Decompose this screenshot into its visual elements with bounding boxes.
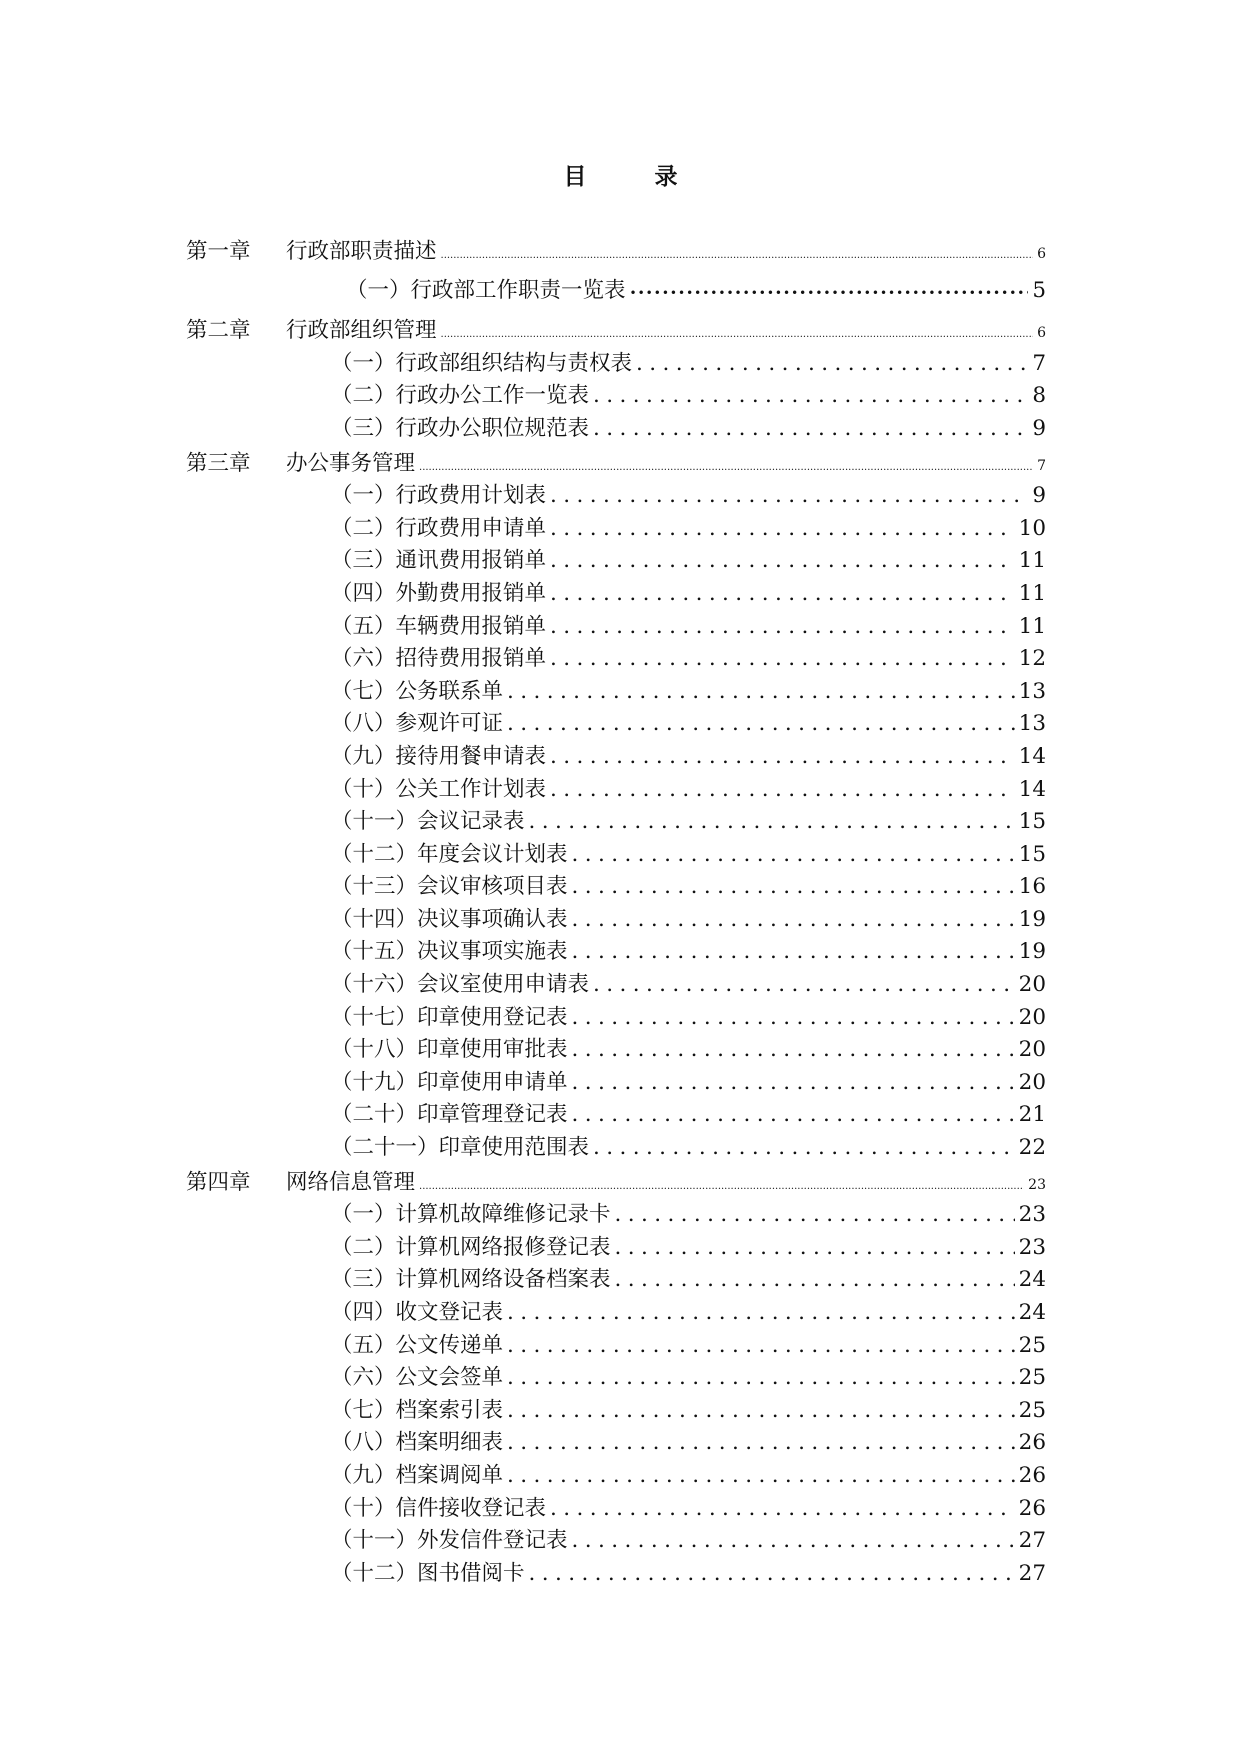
toc-section-entry[interactable] [186,1132,1046,1165]
toc-section-entry[interactable] [186,348,1046,381]
section-title: （十一）会议记录表 [331,809,525,835]
dot-leader [507,1297,1015,1330]
section-title: （七）档案索引表 [331,1397,504,1423]
section-page-number: 22 [1018,1135,1046,1161]
toc-chapter-entry[interactable] [186,1167,1046,1200]
toc-section-entry[interactable] [186,1199,1046,1232]
dot-leader [572,904,1015,937]
section-page-number: 14 [1018,776,1046,802]
section-page-number: 20 [1018,1069,1046,1095]
section-page-number: 25 [1018,1332,1046,1358]
dot-leader [636,348,1028,381]
dot-leader [550,513,1015,546]
dot-leader [507,676,1015,709]
dot-leader [529,806,1015,839]
section-page-number: 10 [1018,515,1046,541]
dot-leader [572,839,1015,872]
dot-leader [615,1199,1015,1232]
section-title: （十三）会议审核项目表 [331,874,568,900]
dot-leader [572,1067,1015,1100]
section-title: （一）行政部组织结构与责权表 [331,350,633,376]
section-title: （九）接待用餐申请表 [331,743,547,769]
section-title: （一）计算机故障维修记录卡 [331,1202,611,1228]
section-title: （十四）决议事项确认表 [331,906,568,932]
section-title: （二）行政费用申请单 [331,515,547,541]
dot-leader [593,969,1015,1002]
section-page-number: 19 [1018,939,1046,965]
section-page-number: 15 [1018,841,1046,867]
toc-section-entry[interactable] [186,969,1046,1002]
section-page-number: 20 [1018,1004,1046,1030]
toc-section-entry[interactable] [186,806,1046,839]
dot-leader [615,1264,1015,1297]
toc-section-entry[interactable] [186,1034,1046,1067]
toc-section-entry[interactable] [186,1297,1046,1330]
section-title: （十一）外发信件登记表 [331,1528,568,1554]
toc-section-entry[interactable] [186,643,1046,676]
section-title: （八）参观许可证 [331,711,504,737]
toc-section-entry[interactable] [186,578,1046,611]
dot-leader [550,611,1015,644]
section-page-number: 26 [1018,1495,1046,1521]
dot-leader [572,1034,1015,1067]
section-title: （十九）印章使用申请单 [331,1069,568,1095]
chapter-title: 行政部组织管理 [286,318,437,344]
section-page-number: 5 [1032,277,1046,303]
dot-leader [572,1002,1015,1035]
section-page-number: 11 [1018,548,1046,574]
dot-leader [529,1558,1015,1591]
section-title: （九）档案调阅单 [331,1462,504,1488]
toc-section-entry[interactable] [186,1525,1046,1558]
section-page-number: 20 [1018,1037,1046,1063]
section-title: （五）车辆费用报销单 [331,613,547,639]
toc-section-entry[interactable] [186,741,1046,774]
dot-leader [593,413,1028,446]
section-page-number: 16 [1018,874,1046,900]
toc-section-entry[interactable] [186,413,1046,446]
toc-chapter-entry[interactable] [186,448,1046,481]
section-page-number: 23 [1018,1202,1046,1228]
section-title: （十八）印章使用审批表 [331,1037,568,1063]
toc-chapter-entry[interactable] [186,236,1046,269]
section-page-number: 13 [1018,678,1046,704]
toc-section-entry[interactable] [186,1558,1046,1591]
dot-leader [550,480,1028,513]
toc-section-entry[interactable] [186,275,1046,308]
section-title: （六）公文会签单 [331,1365,504,1391]
section-title: （三）通讯费用报销单 [331,548,547,574]
toc-section-entry[interactable] [186,1264,1046,1297]
section-title: （二）行政办公工作一览表 [331,383,590,409]
section-title: （十）信件接收登记表 [331,1495,547,1521]
toc-section-entry[interactable] [186,871,1046,904]
toc-section-entry[interactable] [186,611,1046,644]
section-title: （二十一）印章使用范围表 [331,1135,590,1161]
section-title: （一）行政部工作职责一览表 [346,277,626,303]
dot-leader [550,1493,1015,1526]
dot-leader [572,1099,1015,1132]
chapter-title: 办公事务管理 [286,450,416,476]
section-page-number: 13 [1018,711,1046,737]
dot-leader [507,1395,1015,1428]
section-title: （三）计算机网络设备档案表 [331,1267,611,1293]
section-title: （十二）年度会议计划表 [331,841,568,867]
section-title: （七）公务联系单 [331,678,504,704]
dot-leader [507,1427,1015,1460]
toc-section-entry[interactable] [186,480,1046,513]
section-title: （二）计算机网络报修登记表 [331,1234,611,1260]
section-title: （十二）图书借阅卡 [331,1560,525,1586]
toc-section-entry[interactable] [186,1067,1046,1100]
section-page-number: 26 [1018,1430,1046,1456]
dot-leader [507,1362,1015,1395]
toc-section-entry[interactable] [186,708,1046,741]
page-title: 目 录 [563,163,708,190]
section-page-number: 21 [1018,1102,1046,1128]
section-page-number: 24 [1018,1300,1046,1325]
dot-leader [550,578,1015,611]
section-page-number: 12 [1018,646,1046,672]
dot-leader [507,708,1015,741]
toc-section-entry[interactable] [186,1099,1046,1132]
section-title: （十）公关工作计划表 [331,776,547,802]
section-page-number: 23 [1018,1234,1046,1260]
chapter-number: 第三章 [186,450,251,476]
section-page-number: 25 [1018,1365,1046,1391]
toc-section-entry[interactable] [186,1002,1046,1035]
chapter-number: 第四章 [186,1169,251,1195]
toc-section-entry[interactable] [186,1493,1046,1526]
dot-leader [441,240,1034,273]
toc-section-entry[interactable] [186,513,1046,546]
toc-section-entry[interactable] [186,1232,1046,1265]
toc-section-entry[interactable] [186,676,1046,709]
section-page-number: 25 [1018,1397,1046,1423]
section-title: （二十）印章管理登记表 [331,1102,568,1128]
chapter-title: 网络信息管理 [286,1169,416,1195]
section-page-number: 8 [1032,383,1046,409]
dot-leader [550,741,1015,774]
section-title: （十五）决议事项实施表 [331,939,568,965]
dot-leader [615,1232,1015,1265]
toc-section-entry[interactable] [186,380,1046,413]
section-title: （三）行政办公职位规范表 [331,415,590,441]
section-page-number: 11 [1018,613,1046,639]
dot-leader [507,1330,1015,1363]
section-title: （五）公文传递单 [331,1332,504,1358]
section-page-number: 11 [1018,580,1046,606]
toc-section-entry[interactable] [186,1362,1046,1395]
toc-section-entry[interactable] [186,936,1046,969]
table-of-contents [186,234,1046,1590]
toc-section-entry[interactable] [186,839,1046,872]
chapter-page-number: 23 [1028,1176,1046,1193]
toc-chapter-entry[interactable] [186,315,1046,348]
dot-leader [507,1460,1015,1493]
chapter-title: 行政部职责描述 [286,239,437,264]
section-page-number: 27 [1018,1528,1046,1554]
chapter-number: 第二章 [186,318,251,344]
chapter-number: 第一章 [186,239,251,264]
dot-leader [593,1132,1015,1165]
section-title: （八）档案明细表 [331,1430,504,1456]
toc-section-entry[interactable] [186,1330,1046,1363]
section-title: （一）行政费用计划表 [331,483,547,509]
section-page-number: 7 [1032,350,1046,376]
section-page-number: 19 [1018,906,1046,932]
section-page-number: 20 [1018,972,1046,998]
section-title: （四）外勤费用报销单 [331,580,547,606]
dot-leader [572,1525,1015,1558]
toc-section-entry[interactable] [186,545,1046,578]
section-page-number: 9 [1032,415,1046,441]
dot-leader [630,277,1029,310]
section-page-number: 26 [1018,1462,1046,1488]
section-title: （六）招待费用报销单 [331,646,547,672]
section-title: （十六）会议室使用申请表 [331,972,590,998]
section-title: （四）收文登记表 [331,1300,504,1325]
dot-leader [550,774,1015,807]
toc-section-entry[interactable] [186,1460,1046,1493]
dot-leader [572,936,1015,969]
dot-leader [593,380,1028,413]
dot-leader [572,871,1015,904]
section-page-number: 14 [1018,743,1046,769]
dot-leader [550,545,1015,578]
chapter-page-number: 6 [1037,246,1046,262]
section-page-number: 9 [1032,483,1046,509]
section-page-number: 24 [1018,1267,1046,1293]
section-page-number: 15 [1018,809,1046,835]
toc-section-entry[interactable] [186,774,1046,807]
toc-section-entry[interactable] [186,1395,1046,1428]
section-page-number: 27 [1018,1560,1046,1586]
chapter-page-number: 6 [1037,325,1046,342]
chapter-page-number: 7 [1037,457,1046,474]
toc-section-entry[interactable] [186,904,1046,937]
section-title: （十七）印章使用登记表 [331,1004,568,1030]
toc-section-entry[interactable] [186,1427,1046,1460]
dot-leader [550,643,1015,676]
